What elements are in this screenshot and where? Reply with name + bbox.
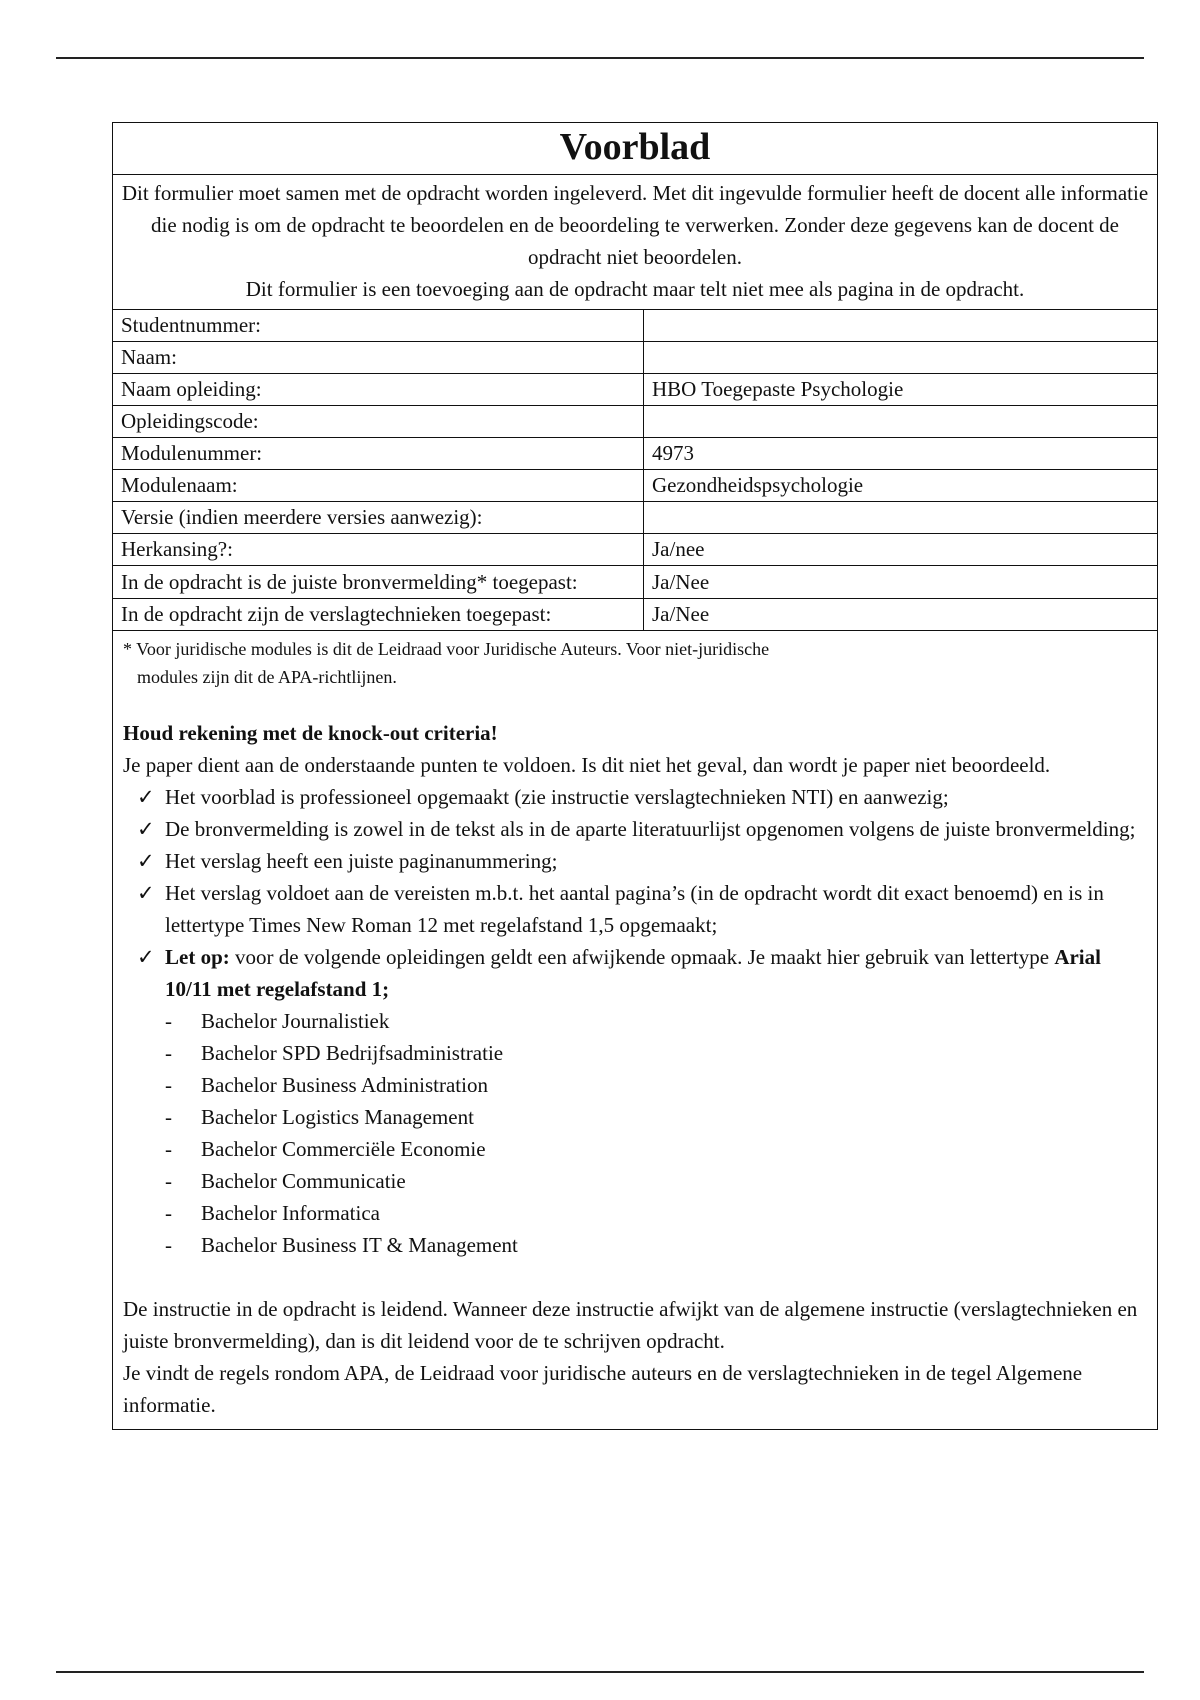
table-row — [113, 342, 1157, 374]
checkmark-icon: ✓ — [137, 881, 155, 905]
list-item — [137, 877, 1147, 941]
footnote — [123, 635, 1147, 691]
cover-sheet-form — [112, 122, 1158, 1430]
field-label: Naam opleiding: — [113, 374, 644, 406]
check-text: Het voorblad is professioneel opgemaakt (zie instructie verslagtechnieken NTI) en aanwezig; — [165, 785, 949, 809]
field-value[interactable]: Ja/nee — [644, 534, 1158, 566]
table-row — [113, 310, 1157, 342]
dash-bullet: - — [165, 1137, 172, 1161]
table-row — [113, 406, 1157, 438]
dash-bullet: - — [165, 1201, 172, 1225]
field-label: Modulenaam: — [113, 470, 644, 502]
check-text: Het verslag heeft een juiste paginanummering; — [165, 849, 558, 873]
dash-bullet: - — [165, 1169, 172, 1193]
program-name: Bachelor Logistics Management — [201, 1105, 474, 1129]
field-label: Naam: — [113, 342, 644, 374]
footnote-line: modules zijn dit de APA-richtlijnen. — [137, 667, 397, 687]
list-item — [137, 845, 1147, 877]
list-item — [137, 781, 1147, 813]
list-item — [165, 1133, 1147, 1165]
intro-paragraph: Dit formulier is een toevoeging aan de opdracht maar telt niet mee als pagina in de opdracht. — [245, 277, 1025, 301]
list-item — [137, 813, 1147, 845]
footnote-line: * Voor juridische modules is dit de Leidraad voor Juridische Auteurs. Voor niet-juridische — [123, 639, 770, 659]
field-value[interactable] — [644, 406, 1158, 438]
letop-label: Let op: — [165, 945, 230, 969]
table-row — [113, 566, 1157, 599]
knockout-intro: Je paper dient aan de onderstaande punten te voldoen. Is dit niet het geval, dan wordt je paper niet beoordeeld. — [123, 753, 1051, 777]
program-name: Bachelor Business Administration — [201, 1073, 488, 1097]
closing-paragraph: Je vindt de regels rondom APA, de Leidraad voor juridische auteurs en de verslagtechnieken in de tegel Algemene informatie. — [123, 1361, 1083, 1417]
field-value[interactable]: Ja/Nee — [644, 599, 1158, 631]
checkmark-icon: ✓ — [137, 817, 155, 841]
header-rule — [56, 57, 1144, 59]
letop-body: voor de volgende opleidingen geldt een afwijkende opmaak. Je maakt hier gebruik van lettertype — [229, 945, 1055, 969]
field-label: Opleidingscode: — [113, 406, 644, 438]
field-value[interactable]: HBO Toegepaste Psychologie — [644, 374, 1158, 406]
program-name: Bachelor Business IT & Management — [201, 1233, 518, 1257]
field-label: Herkansing?: — [113, 534, 644, 566]
list-item — [165, 1069, 1147, 1101]
field-value[interactable] — [644, 342, 1158, 374]
field-value[interactable] — [644, 310, 1158, 342]
dash-bullet: - — [165, 1009, 172, 1033]
list-item — [165, 1165, 1147, 1197]
dash-bullet: - — [165, 1233, 172, 1257]
knockout-heading: Houd rekening met de knock-out criteria! — [123, 721, 498, 745]
field-label: Versie (indien meerdere versies aanwezig): — [113, 502, 644, 534]
intro-paragraph: Dit formulier moet samen met de opdracht worden ingeleverd. Met dit ingevulde formulier heeft de docent alle informatie die nodig is om de opdracht te beoordelen en de beoordeling te verwerken. Zonder deze gegevens kan de docent de opdracht niet beoordelen. — [121, 181, 1149, 269]
table-row — [113, 374, 1157, 406]
list-item — [165, 1229, 1147, 1261]
form-title: Voorblad — [113, 123, 1157, 175]
list-item — [137, 941, 1147, 1005]
field-label: Modulenummer: — [113, 438, 644, 470]
field-label: In de opdracht is de juiste bronvermelding* toegepast: — [113, 566, 644, 599]
spacer — [123, 1261, 1147, 1293]
checkmark-icon: ✓ — [137, 849, 155, 873]
dash-bullet: - — [165, 1041, 172, 1065]
dash-bullet: - — [165, 1105, 172, 1129]
table-row — [113, 534, 1157, 566]
dash-bullet: - — [165, 1073, 172, 1097]
student-info-table — [113, 310, 1157, 630]
field-label: Studentnummer: — [113, 310, 644, 342]
program-name: Bachelor SPD Bedrijfsadministratie — [201, 1041, 504, 1065]
program-name: Bachelor Commerciële Economie — [201, 1137, 486, 1161]
closing-paragraph: De instructie in de opdracht is leidend. Wanneer deze instructie afwijkt van de algemene instructie (verslagtechnieken en juiste bronvermelding), dan is dit leidend voor de te schrijven opdracht. — [123, 1297, 1138, 1353]
field-label: In de opdracht zijn de verslagtechnieken toegepast: — [113, 599, 644, 631]
table-row — [113, 470, 1157, 502]
field-value[interactable] — [644, 502, 1158, 534]
list-item — [165, 1197, 1147, 1229]
checkmark-icon: ✓ — [137, 785, 155, 809]
program-name: Bachelor Informatica — [201, 1201, 380, 1225]
field-value[interactable]: Gezondheidspsychologie — [644, 470, 1158, 502]
footer-rule — [56, 1671, 1144, 1673]
program-name: Bachelor Journalistiek — [201, 1009, 390, 1033]
form-intro — [113, 175, 1157, 310]
check-text: De bronvermelding is zowel in de tekst als in de aparte literatuurlijst opgenomen volgens de juiste bronvermelding; — [165, 817, 1136, 841]
program-name: Bachelor Communicatie — [201, 1169, 406, 1193]
field-value[interactable]: Ja/Nee — [644, 566, 1158, 599]
table-row — [113, 599, 1157, 631]
letop-text — [165, 945, 1101, 1001]
table-row — [113, 502, 1157, 534]
knockout-checklist — [123, 781, 1147, 1005]
program-list — [123, 1005, 1147, 1261]
checkmark-icon: ✓ — [137, 945, 155, 969]
instructions-section — [113, 630, 1157, 1429]
check-text: Het verslag voldoet aan de vereisten m.b.t. het aantal pagina’s (in de opdracht wordt dit exact benoemd) en is in lettertype Times New Roman 12 met regelafstand 1,5 opgemaakt; — [165, 881, 1104, 937]
field-value[interactable]: 4973 — [644, 438, 1158, 470]
table-row — [113, 438, 1157, 470]
letop-font-spec: Arial 10/11 met regelafstand 1; — [165, 945, 1101, 1001]
list-item — [165, 1101, 1147, 1133]
list-item — [165, 1005, 1147, 1037]
list-item — [165, 1037, 1147, 1069]
